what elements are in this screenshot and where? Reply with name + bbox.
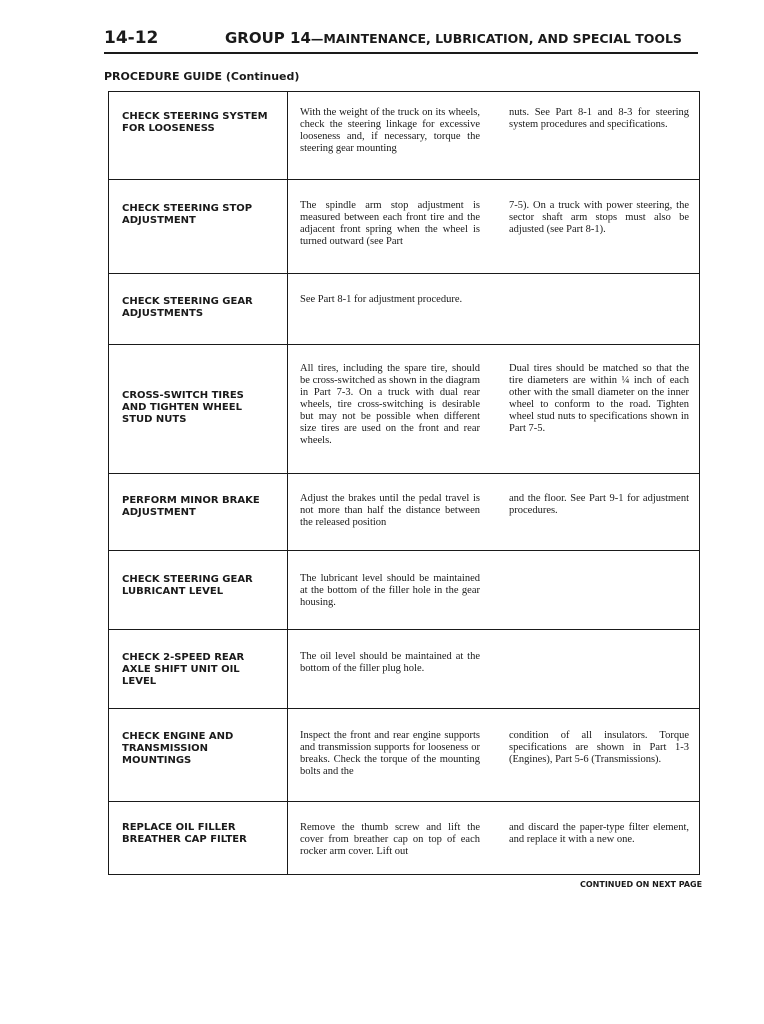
procedure-label: CHECK 2-SPEED REAR AXLE SHIFT UNIT OIL LEVEL bbox=[122, 652, 245, 687]
procedure-label: CHECK STEERING SYSTEM FOR LOOSENESS bbox=[122, 111, 268, 134]
procedure-text-col2: nuts. See Part 8-1 and 8-3 for steering system procedures and specifications. bbox=[509, 107, 689, 130]
table-row bbox=[109, 273, 699, 345]
procedure-label: PERFORM MINOR BRAKE ADJUSTMENT bbox=[122, 495, 260, 518]
page-number: 14-12 bbox=[104, 28, 159, 48]
section-title: PROCEDURE GUIDE (Continued) bbox=[104, 70, 300, 83]
procedure-label: REPLACE OIL FILLER BREATHER CAP FILTER bbox=[122, 822, 247, 845]
procedure-text-col1: The lubricant level should be maintained at the bottom of the filler hole in the gear housing. bbox=[300, 573, 480, 608]
table-row bbox=[109, 91, 699, 179]
procedure-label: CHECK STEERING STOP ADJUSTMENT bbox=[122, 203, 253, 226]
table-row bbox=[109, 629, 699, 709]
page-header bbox=[104, 28, 698, 54]
procedure-text-col1: With the weight of the truck on its wheels, check the steering linkage for excessive looseness and, if necessary, torque the steering gear mounting bbox=[300, 107, 480, 154]
procedure-label: CHECK STEERING GEAR ADJUSTMENTS bbox=[122, 296, 253, 319]
procedure-text-col1: The spindle arm stop adjustment is measured between each front tire and the adjacent front spring when the wheel is turned outward (see Part bbox=[300, 200, 480, 247]
procedure-text-col2: condition of all insulators. Torque specifications are shown in Part 1-3 (Engines), Part 5-6 (Transmissions). bbox=[509, 730, 689, 765]
table-row bbox=[109, 550, 699, 630]
procedure-text-col2: 7-5). On a truck with power steering, the sector shaft arm stops must also be adjusted (see Part 8-1). bbox=[509, 200, 689, 235]
group-title bbox=[225, 29, 682, 47]
procedure-text-col1: See Part 8-1 for adjustment procedure. bbox=[300, 294, 463, 305]
continued-note: CONTINUED ON NEXT PAGE bbox=[580, 880, 703, 889]
procedure-text-col2: and discard the paper-type filter element, and replace it with a new one. bbox=[509, 822, 689, 845]
table-row bbox=[109, 179, 699, 274]
table-row bbox=[109, 473, 699, 551]
procedure-text-col1: All tires, including the spare tire, should be cross-switched as shown in the diagram in Part 7-3. On a truck with dual rear wheels, tire cross-switching is desirable but may not be possible when different size tires are used on the front and rear wheels. bbox=[300, 363, 480, 446]
table-row bbox=[109, 708, 699, 802]
procedure-text-col1: Inspect the front and rear engine supports and transmission supports for looseness or breaks. Check the torque of the mounting bolts and the bbox=[300, 730, 480, 777]
table-row bbox=[109, 344, 699, 474]
procedure-label: CHECK STEERING GEAR LUBRICANT LEVEL bbox=[122, 574, 253, 597]
procedure-label: CROSS-SWITCH TIRES AND TIGHTEN WHEEL STUD NUTS bbox=[122, 390, 244, 425]
procedure-text-col1: The oil level should be maintained at the bottom of the filler plug hole. bbox=[300, 651, 480, 674]
group-title-subtitle: —MAINTENANCE, LUBRICATION, AND SPECIAL TOOLS bbox=[310, 31, 682, 46]
procedure-label: CHECK ENGINE AND TRANSMISSION MOUNTINGS bbox=[122, 731, 234, 766]
procedure-table bbox=[108, 91, 700, 875]
procedure-text-col1: Adjust the brakes until the pedal travel is not more than half the distance between the released position bbox=[300, 493, 480, 528]
procedure-text-col2: Dual tires should be matched so that the tire diameters are within ¼ inch of each other with the small diameter on the inner wheel to conform to the road. Tighten wheel stud nuts to specifications shown in Part 7-5. bbox=[509, 363, 689, 434]
group-title-main: GROUP 14 bbox=[225, 29, 311, 47]
table-row bbox=[109, 801, 699, 875]
procedure-text-col1: Remove the thumb screw and lift the cover from breather cap on top of each rocker arm cover. Lift out bbox=[300, 822, 480, 857]
procedure-text-col2: and the floor. See Part 9-1 for adjustment procedures. bbox=[509, 493, 689, 516]
